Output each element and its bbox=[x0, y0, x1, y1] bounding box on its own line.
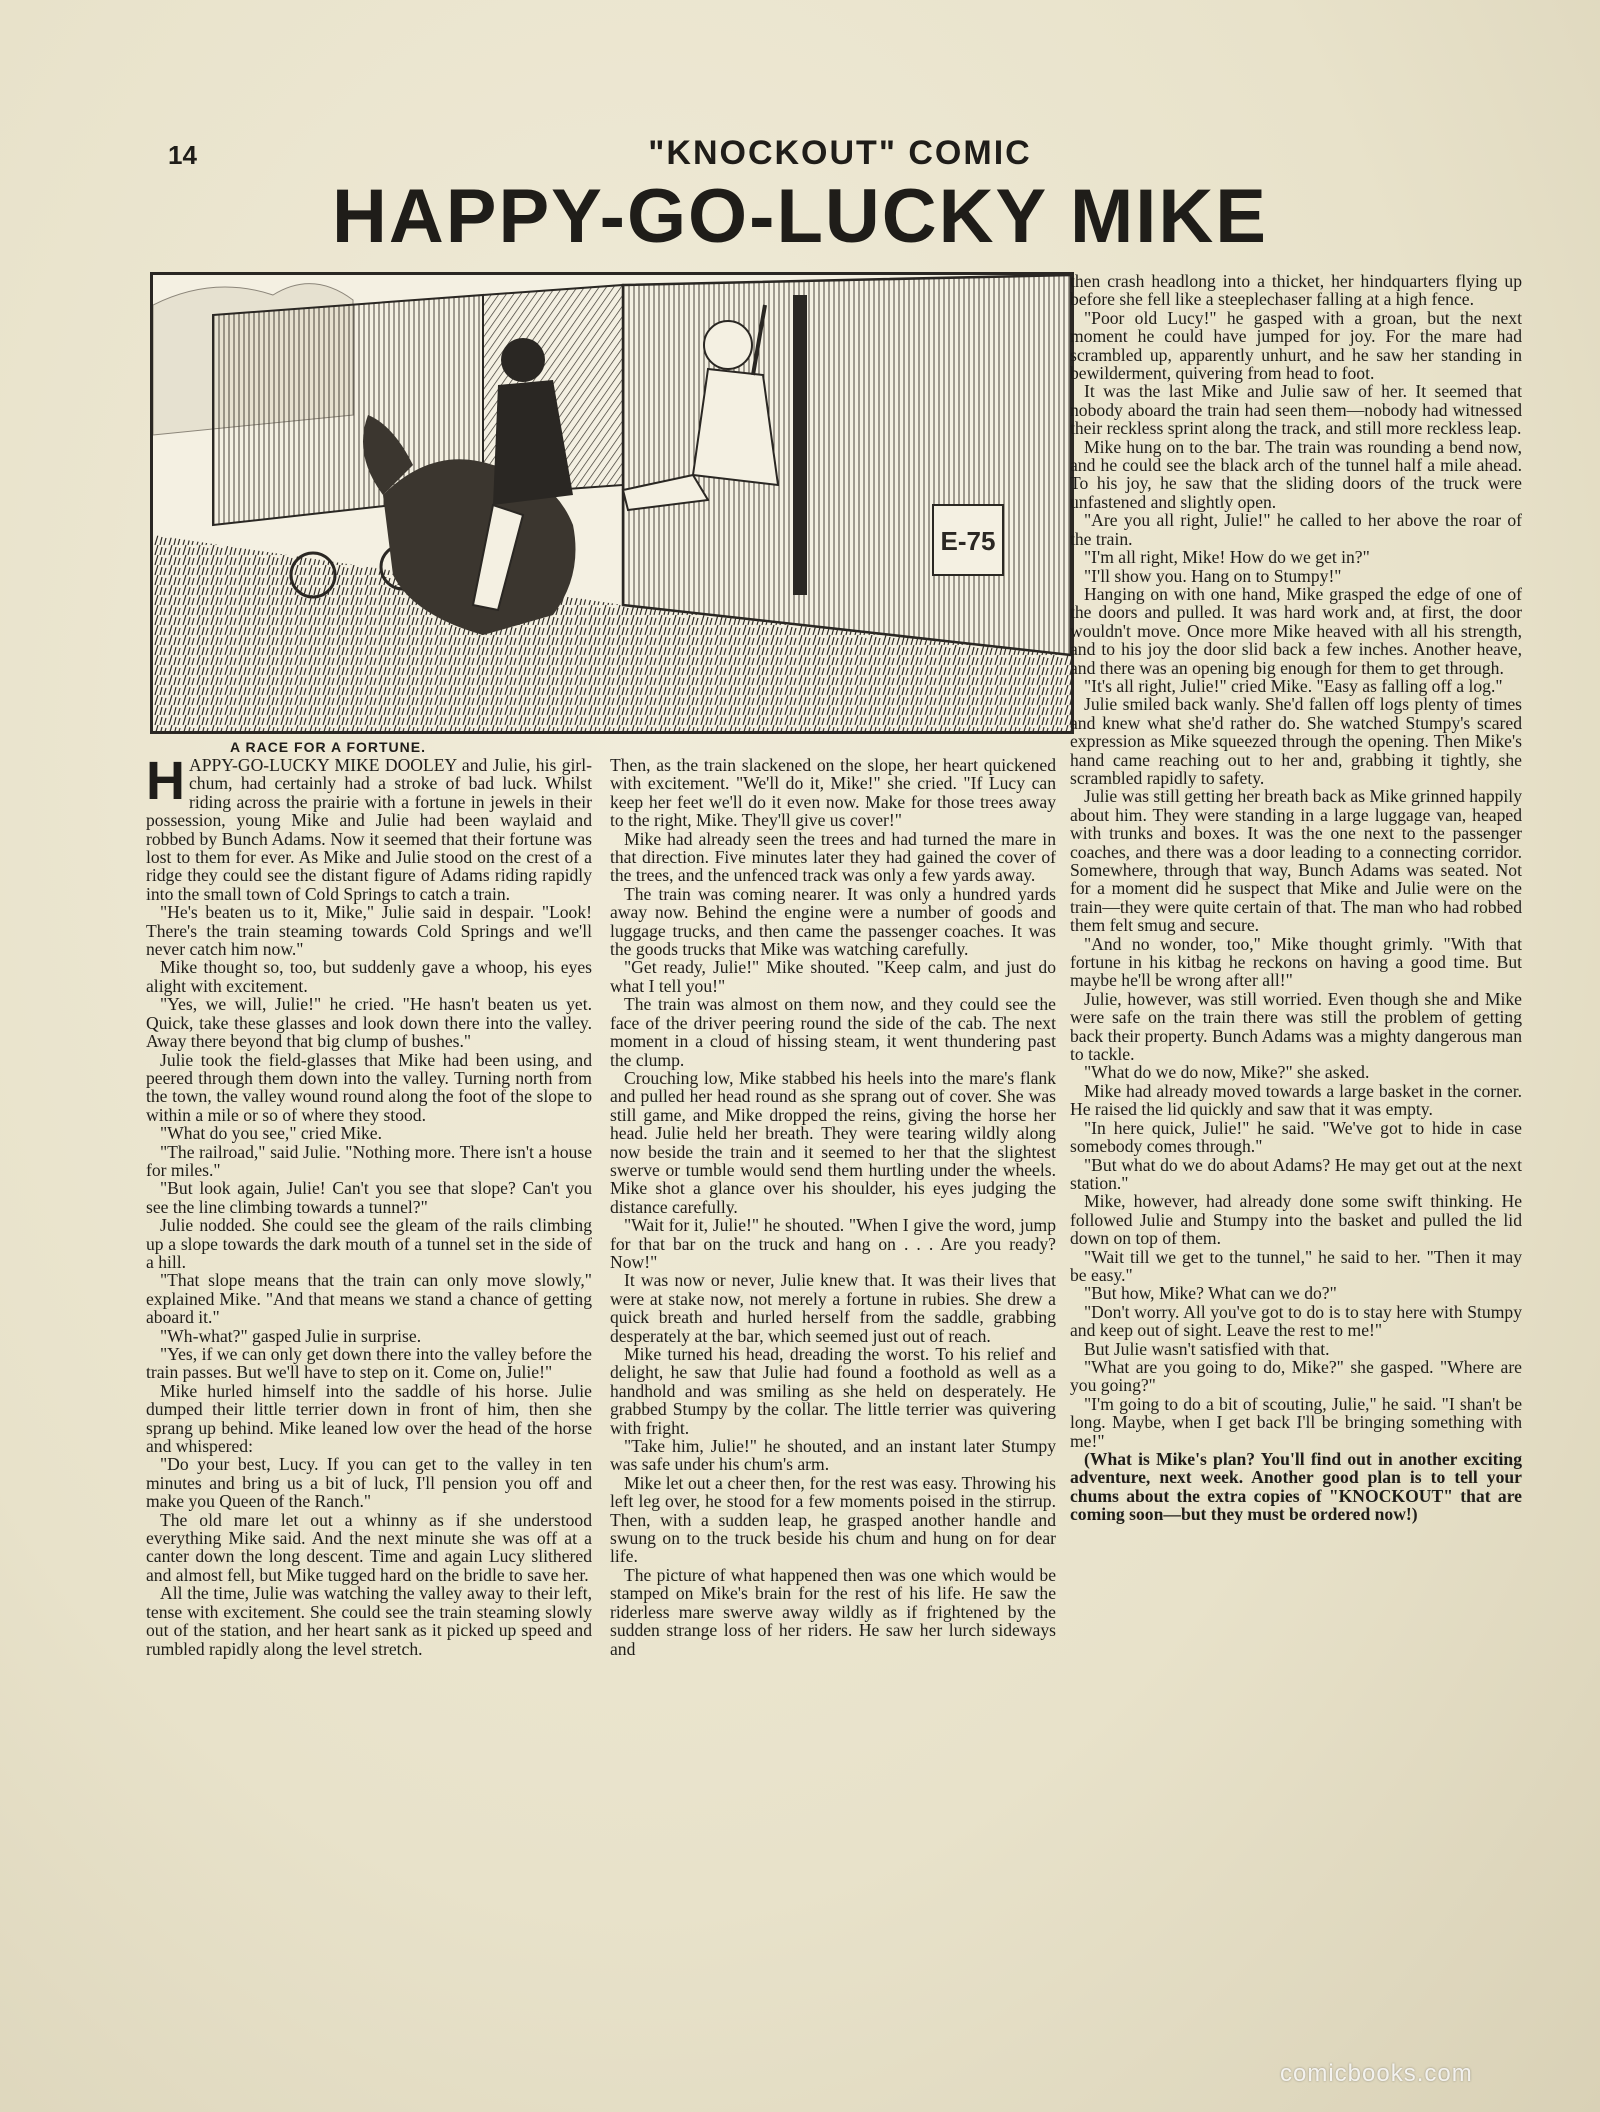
drop-cap: H bbox=[146, 751, 185, 811]
paragraph bbox=[1070, 1248, 1522, 1285]
paragraph bbox=[146, 751, 592, 904]
paragraph bbox=[146, 1327, 592, 1345]
magazine-title: "KNOCKOUT" COMIC bbox=[648, 134, 1032, 172]
paragraph-text: "I'm going to do a bit of scouting, Julie," he said. "I shan't be long. Maybe, when I get back I'll be bringing something with me!" bbox=[1070, 1393, 1522, 1451]
paragraph-text: Mike thought so, too, but suddenly gave a whoop, his eyes alight with excitement. bbox=[146, 957, 592, 996]
watermark: comicbooks.com bbox=[1280, 2060, 1473, 2087]
paragraph-text: Julie, however, was still worried. Even though she and Mike were safe on the train there was still the problem of getting back their property. Bunch Adams was a mighty dangerous man to tackle. bbox=[1070, 988, 1522, 1065]
paragraph-text: "Wait for it, Julie!" he shouted. "When I give the word, jump for that bar on the truck and hang on . . . Are you ready? Now!" bbox=[610, 1215, 1056, 1272]
paragraph-text: Mike hurled himself into the saddle of his horse. Julie dumped their little terrier down in front of him, then she sprang up behind. Mike leaned low over the head of the horse and whispered: bbox=[146, 1380, 592, 1457]
paragraph-text: "Wh-what?" gasped Julie in surprise. bbox=[160, 1325, 422, 1346]
paragraph-text: "It's all right, Julie!" cried Mike. "Easy as falling off a log." bbox=[1084, 675, 1503, 696]
paragraph bbox=[1070, 1192, 1522, 1247]
paragraph-text: "Yes, we will, Julie!" he cried. "He hasn't beaten us yet. Quick, take these glasses and look down there into the valley. Away there beyond that big clump of bushes." bbox=[146, 994, 592, 1052]
paragraph-text: "What do you see," cried Mike. bbox=[160, 1123, 383, 1144]
paragraph-text: Julie nodded. She could see the gleam of the rails climbing up a slope towards the dark mouth of a tunnel set in the side of a hill. bbox=[146, 1215, 592, 1272]
paragraph-text: "Wait till we get to the tunnel," he said to her. "Then it may be easy." bbox=[1070, 1246, 1522, 1285]
paragraph-text: All the time, Julie was watching the valley away to their left, tense with excitement. She could see the train steaming slowly out of the station, and her heart sank as it picked up speed and rumbled rapidly along the level stretch. bbox=[146, 1583, 592, 1659]
paragraph bbox=[1070, 1340, 1522, 1358]
text-column-2 bbox=[610, 756, 1056, 1658]
paragraph-text: Crouching low, Mike stabbed his heels into the mare's flank and pulled her head round as she sprang out of cover. She was still game, and Mike dropped the reins, giving the horse her head. Julie held her breath. They were tearing wildly along now beside the train and it seemed to her that the slightest swerve or tumble would send them hurtling under the wheels. Mike shot a glance over his shoulder, his eyes judging the distance carefully. bbox=[610, 1067, 1056, 1217]
paragraph bbox=[1070, 935, 1522, 990]
paragraph bbox=[610, 995, 1056, 1069]
paragraph bbox=[610, 885, 1056, 959]
paragraph bbox=[610, 1216, 1056, 1271]
paragraph bbox=[610, 1069, 1056, 1216]
paragraph-text: Mike had already seen the trees and had turned the mare in that direction. Five minutes later they had gained the cover of the trees, and the unfenced track was only a few yards away. bbox=[610, 828, 1056, 886]
paragraph bbox=[1070, 309, 1522, 383]
paragraph bbox=[1070, 1156, 1522, 1193]
paragraph bbox=[610, 756, 1056, 830]
paragraph-text: "What are you going to do, Mike?" she gasped. "Where are you going?" bbox=[1070, 1356, 1522, 1396]
paragraph bbox=[146, 1345, 592, 1382]
paragraph-text: It was now or never, Julie knew that. It was their lives that were at stake now, not merely a fortune in rubies. She drew a quick breath and hurled herself from the saddle, grabbing desperately at the bar, which seemed just out of reach. bbox=[610, 1270, 1056, 1346]
paragraph bbox=[1070, 1119, 1522, 1156]
paragraph bbox=[1070, 1303, 1522, 1340]
paragraph bbox=[1070, 1358, 1522, 1395]
paragraph-text: Mike hung on to the bar. The train was rounding a bend now, and he could see the black arch of the tunnel half a mile ahead. To his joy, he saw that the sliding doors of the truck were unfastened and slightly open. bbox=[1070, 436, 1522, 512]
paragraph-text: "That slope means that the train can only move slowly," explained Mike. "And that means we stand a chance of getting aboard it." bbox=[146, 1270, 592, 1328]
paragraph-text: Julie took the field-glasses that Mike had been using, and peered through them down into the valley. Turning north from the town, the valley wound round along the foot of the slope to within a mile or so of where they stood. bbox=[146, 1049, 592, 1125]
text-column-1 bbox=[146, 751, 592, 1659]
paragraph-text: "I'm all right, Mike! How do we get in?" bbox=[1084, 547, 1370, 568]
paragraph bbox=[1070, 1082, 1522, 1119]
paragraph bbox=[1070, 1284, 1522, 1302]
paragraph-text: "Get ready, Julie!" Mike shouted. "Keep calm, and just do what I tell you!" bbox=[610, 957, 1056, 996]
page-number: 14 bbox=[168, 140, 197, 170]
paragraph bbox=[610, 1345, 1056, 1437]
paragraph-text: Julie smiled back wanly. She'd fallen off logs plenty of times and knew what she'd rather do. She watched Stumpy's scared expression as Mike squeezed through the opening. Then Mike's hand came reaching out to her and, grabbing it tightly, she scrambled rapidly to safety. bbox=[1070, 694, 1522, 788]
paragraph-text: "But how, Mike? What can we do?" bbox=[1084, 1283, 1337, 1304]
story-illustration bbox=[150, 272, 1074, 734]
story-title: HAPPY-GO-LUCKY MIKE bbox=[331, 174, 1268, 259]
paragraph bbox=[146, 1179, 592, 1216]
paragraph bbox=[1070, 1063, 1522, 1081]
paragraph-text: "Do your best, Lucy. If you can get to the valley in ten minutes and bring us a bit of luck, I'll pension you off and make you Queen of the Ranch." bbox=[146, 1454, 592, 1512]
paragraph bbox=[610, 1437, 1056, 1474]
paragraph-text: The old mare let out a whinny as if she understood everything Mike said. And the next minute she was off at a canter down the long descent. Time and again Lucy slithered and almost fell, but Mike tugged hard on the bridle to save her. bbox=[146, 1509, 592, 1585]
paragraph-text: Hanging on with one hand, Mike grasped the edge of one of the doors and pulled. It was hard work and, at first, the door wouldn't move. Once more Mike heaved with all his strength, and to his joy the door slid back a few inches. Another heave, and there was an opening big enough for them to get through. bbox=[1070, 583, 1522, 678]
paragraph-text: The train was coming nearer. It was only a hundred yards away now. Behind the engine were a number of goods and luggage trucks, and then came the passenger coaches. It was the goods trucks that Mike was watching carefully. bbox=[610, 883, 1056, 960]
paragraph bbox=[146, 995, 592, 1050]
paragraph-text: The train was almost on them now, and they could see the face of the driver peering round the side of the cab. The next moment in a cloud of hissing steam, it went thundering past the clump. bbox=[610, 994, 1056, 1070]
paragraph bbox=[610, 1271, 1056, 1345]
paragraph-text: Mike let out a cheer then, for the rest was easy. Throwing his left leg over, he stood for a few moments poised in the stirrup. Then, with a sudden leap, he grasped another handle and swung on to the truck beside his chum and hung on for dear life. bbox=[610, 1472, 1056, 1567]
paragraph-text: Julie was still getting her breath back as Mike grinned happily about him. They were standing in a large luggage van, heaped with trunks and boxes. It was the one next to the passenger coaches, and there was a door leading to a connecting corridor. Somewhere, through that way, Bunch Adams was seated. Not for a moment did he suspect that Mike and Julie were on the train—they were quite certain of that. The man who had robbed them felt smug and secure. bbox=[1070, 786, 1522, 936]
paragraph bbox=[146, 1271, 592, 1326]
paragraph bbox=[1070, 787, 1522, 934]
paragraph-text: "But what do we do about Adams? He may get out at the next station." bbox=[1070, 1154, 1522, 1193]
paragraph-text: "The railroad," said Julie. "Nothing more. There isn't a house for miles." bbox=[146, 1141, 592, 1180]
section-caption: A RACE FOR A FORTUNE. bbox=[230, 739, 426, 755]
text-column-3 bbox=[1070, 272, 1522, 1524]
paragraph bbox=[1070, 438, 1522, 512]
train-chase-drawing bbox=[153, 275, 1071, 731]
paragraph bbox=[146, 958, 592, 995]
paragraph bbox=[146, 1455, 592, 1510]
paragraph bbox=[146, 1584, 592, 1658]
paragraph-text: "But look again, Julie! Can't you see that slope? Can't you see the line climbing towards a tunnel?" bbox=[146, 1178, 592, 1217]
paragraph-text: "Yes, if we can only get down there into the valley before the train passes. But we'll have to step on it. Come on, Julie!" bbox=[146, 1344, 592, 1383]
paragraph bbox=[1070, 511, 1522, 548]
paragraph bbox=[146, 1382, 592, 1456]
paragraph bbox=[1070, 382, 1522, 437]
paragraph bbox=[146, 1051, 592, 1125]
paragraph bbox=[1070, 272, 1522, 309]
paragraph bbox=[1070, 548, 1522, 566]
paragraph bbox=[610, 830, 1056, 885]
paragraph bbox=[1070, 1395, 1522, 1450]
truck-number-label: E-75 bbox=[940, 526, 996, 556]
paragraph-text: Mike, however, had already done some swift thinking. He followed Julie and Stumpy into the basket and pulled the lid down on top of them. bbox=[1070, 1191, 1522, 1249]
paragraph bbox=[146, 1143, 592, 1180]
next-week-note: (What is Mike's plan? You'll find out in another exciting adventure, next week. Another good plan is to tell your chums about the extra copies of "KNOCKOUT" that are coming soon—but they must be ordered now!) bbox=[1070, 1449, 1522, 1525]
paragraph-text: But Julie wasn't satisfied with that. bbox=[1084, 1338, 1330, 1359]
paragraph bbox=[1070, 990, 1522, 1064]
paragraph bbox=[146, 903, 592, 958]
paragraph bbox=[146, 1216, 592, 1271]
paragraph bbox=[610, 958, 1056, 995]
paragraph-text: "What do we do now, Mike?" she asked. bbox=[1084, 1062, 1370, 1083]
paragraph-text: then crash headlong into a thicket, her hindquarters flying up before she fell like a steeplechaser falling at a high fence. bbox=[1070, 271, 1522, 310]
paragraph-text: APPY-GO-LUCKY MIKE DOOLEY and Julie, his girl-chum, had certainly had a stroke of bad luck. Whilst riding across the prairie with a fortune in jewels in their possession, young Mike and Julie had been waylaid and robbed by Bunch Adams. Now it seemed that their fortune was lost to them for ever. As Mike and Julie stood on the crest of a ridge they could see the distant figure of Adams riding rapidly into the small town of Cold Springs to catch a train. bbox=[146, 755, 592, 904]
paragraph-text: "In here quick, Julie!" he said. "We've got to hide in case somebody comes through." bbox=[1070, 1117, 1522, 1157]
paragraph bbox=[1070, 585, 1522, 677]
paragraph-text: It was the last Mike and Julie saw of her. It seemed that nobody aboard the train had seen them—nobody had witnessed their reckless sprint along the track, and still more reckless leap. bbox=[1070, 381, 1522, 439]
paragraph-text: The picture of what happened then was one which would be stamped on Mike's brain for the rest of his life. He saw the riderless mare swerve away wildly as if frightened by the sudden strange loss of her riders. He saw her lurch sideways and bbox=[610, 1564, 1056, 1659]
paragraph-text: Mike had already moved towards a large basket in the corner. He raised the lid quickly and saw that it was empty. bbox=[1070, 1080, 1522, 1120]
paragraph-text: "Poor old Lucy!" he gasped with a groan, but the next moment he could have jumped for joy. For the mare had scrambled up, apparently unhurt, and he saw her standing in bewilderment, quivering from head to foot. bbox=[1070, 307, 1522, 384]
paragraph-text: "I'll show you. Hang on to Stumpy!" bbox=[1084, 565, 1342, 586]
paragraph-text: "Don't worry. All you've got to do is to stay here with Stumpy and keep out of sight. Leave the rest to me!" bbox=[1070, 1301, 1522, 1341]
paragraph bbox=[146, 1511, 592, 1585]
paragraph bbox=[610, 1474, 1056, 1566]
paragraph-text: Mike turned his head, dreading the worst. To his relief and delight, he saw that Julie had found a foothold as well as a handhold and was smiling as she held on desperately. He grabbed Stumpy by the collar. The little terrier was quivering with fright. bbox=[610, 1344, 1056, 1438]
paragraph-text: Then, as the train slackened on the slope, her heart quickened with excitement. "We'll do it, Mike!" she cried. "If Lucy can keep her feet we'll do it even now. Make for those trees away to the right, Mike. They'll give us cover!" bbox=[610, 755, 1056, 831]
paragraph bbox=[610, 1566, 1056, 1658]
paragraph-text: "Are you all right, Julie!" he called to her above the roar of the train. bbox=[1070, 510, 1522, 549]
paragraph-text: "And no wonder, too," Mike thought grimly. "With that fortune in his kitbag he reckons on having a good time. But maybe he'll be wrong after all!" bbox=[1070, 933, 1522, 991]
paragraph-text: "Take him, Julie!" he shouted, and an instant later Stumpy was safe under his chum's arm. bbox=[610, 1436, 1056, 1475]
paragraph bbox=[1070, 695, 1522, 787]
paragraph bbox=[1070, 677, 1522, 695]
paragraph-text: "He's beaten us to it, Mike," Julie said in despair. "Look! There's the train steaming towards Cold Springs and we'll never catch him now." bbox=[146, 902, 592, 960]
paragraph bbox=[146, 1124, 592, 1142]
paragraph bbox=[1070, 567, 1522, 585]
